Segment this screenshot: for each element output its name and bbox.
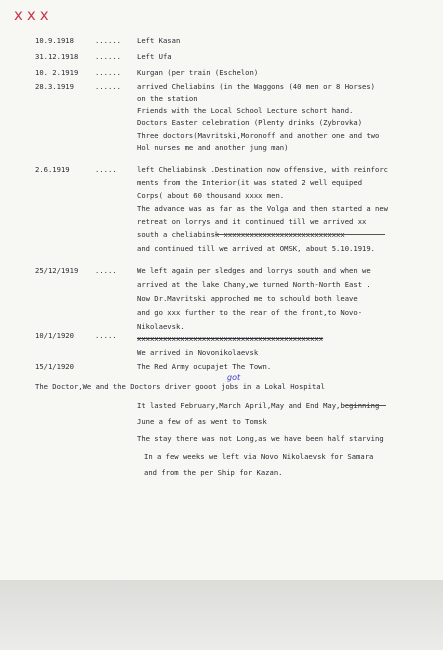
entry-dots: ...... [95,82,121,91]
entry-text: Left Ufa [137,52,172,61]
text-line: We arrived in Novonikolaevsk [137,348,259,357]
entry-text: Kurgan (per train (Eschelon) [137,68,259,77]
text-line: Now Dr.Mavritski approched me to schould both leave [137,294,358,303]
text-line: Three doctors(Mavritski,Moronoff and another one and two [137,131,380,140]
entry-date: 10. 2.1919 [35,68,79,77]
entry-date: 2.6.1919 [35,165,70,174]
struck-line: xxxxxxxxxxxxxxxxxxxxxxxxxxxxxxxxxxxxxxxxxxx [137,334,324,343]
text-line: In a few weeks we left via Novo Nikolaevsk for Samara [144,452,374,461]
text-line: The advance was as far as the Volga and then started a new [137,204,388,213]
text-line: The stay there was not Long,as we have been half starving [137,434,384,443]
entry-dots: ...... [95,52,121,61]
text-line: ments from the Interior(it was stated 2 well equiped [137,178,363,187]
page-shadow [0,580,443,650]
entry-date: 10.9.1918 [35,36,74,45]
entry-date: 25/12/1919 [35,266,79,275]
text-line: and continued till we arrived at OMSK, about 5.10.1919. [137,244,375,253]
text-line: June a few of as went to Tomsk [137,417,267,426]
entry-date: 31.12.1918 [35,52,79,61]
entry-date: 15/1/1920 [35,362,74,371]
text-line: retreat on lorrys and it continued till we arrived xx [137,217,367,226]
paragraph-line: The Doctor,We and the Doctors driver gooot jobs in a Lokal Hospital [35,382,325,391]
text-line: south a cheliabinsk xxxxxxxxxxxxxxxxxxxxxxxxxxxx [137,230,345,239]
text-line: and go xxx further to the rear of the front,to Novo- [137,308,363,317]
entry-dots: ..... [95,165,117,174]
entry-dots: ...... [95,68,121,77]
entry-text: arrived Cheliabins (in the Waggons (40 men or 8 Horses) [137,82,375,91]
text-line: Corps( about 60 thousand xxxx men. [137,191,285,200]
entry-dots: ..... [95,266,117,275]
entry-date: 28.3.1919 [35,82,74,91]
text-line: It lasted February,March April,May and End May,beginning [137,401,380,410]
entry-text: Left Kasan [137,36,181,45]
text-line: Friends with the Local School Lecture schort hand. [137,106,354,115]
entry-dots: ..... [95,331,117,340]
text-line: Doctors Easter celebration (Plenty drinks (Zybrovka) [137,118,363,127]
entry-text: The Red Army ocupajet The Town. [137,362,272,371]
entry-text: left Cheliabinsk .Destination now offensive, with reinforc [137,165,388,174]
entry-date: 10/1/1920 [35,331,74,340]
strike-through [344,405,386,406]
text-line: Hol nurses me and another jung man) [137,143,289,152]
text-line: and from the per Ship for Kazan. [144,468,283,477]
entry-text: We left again per sledges and lorrys south and when we [137,266,371,275]
red-cross-marks: xxx [14,6,53,24]
handwritten-correction: got [227,373,241,382]
text-line: on the station [137,94,198,103]
entry-dots: ...... [95,36,121,45]
strike-through [215,234,385,235]
text-line: Nikolaevsk. [137,322,185,331]
text-line: arrived at the lake Chany,we turned North-North East . [137,280,371,289]
